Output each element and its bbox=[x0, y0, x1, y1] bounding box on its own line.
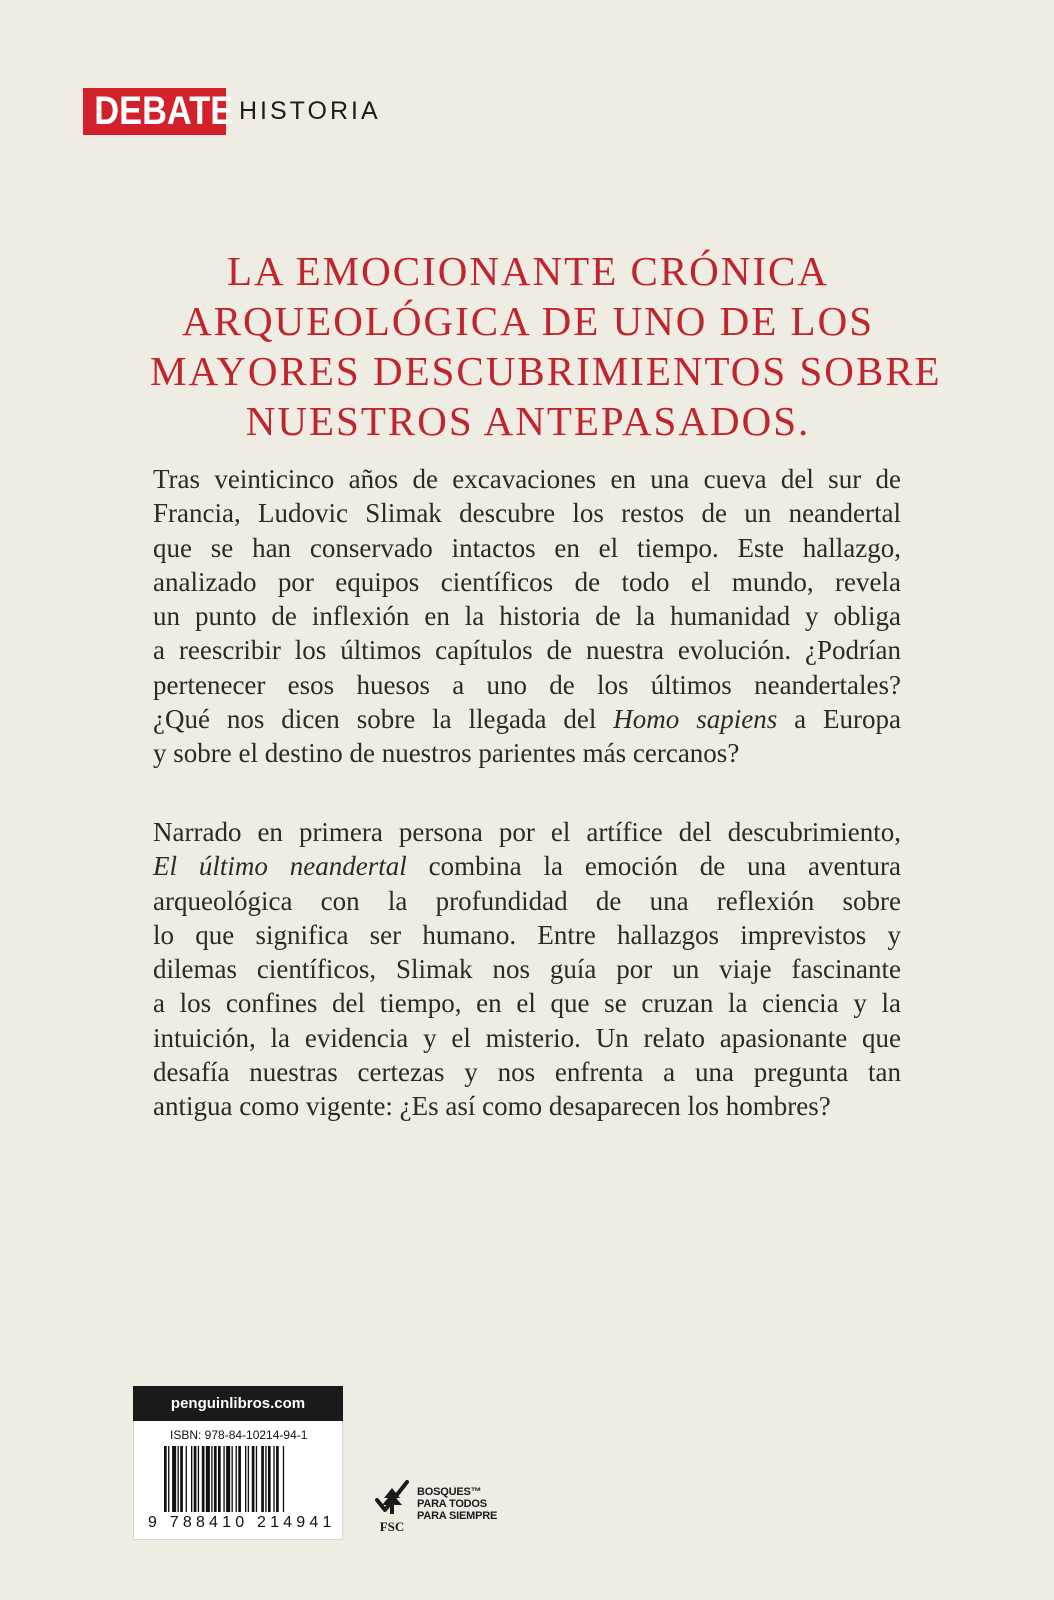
barcode-digits: 9 788410 214941 bbox=[148, 1514, 336, 1531]
species-name-italic: Homo sapiens bbox=[613, 704, 778, 735]
barcode-stripe bbox=[265, 1446, 266, 1512]
barcode-stripe bbox=[211, 1446, 212, 1512]
barcode-stripe bbox=[186, 1446, 187, 1512]
text-line: a los confines del tiempo, en el que se cruzan la ciencia y la bbox=[153, 988, 901, 1019]
debate-logo-text: DEBATE bbox=[94, 89, 234, 133]
barcode-stripe bbox=[172, 1446, 176, 1512]
text-segment: combina la emoción de una aventura bbox=[406, 851, 901, 882]
synopsis-paragraph-2 bbox=[153, 815, 901, 1124]
headline-line: ARQUEOLÓGICA DE UNO DE LOS bbox=[181, 298, 875, 344]
text-segment: ¿Qué nos dicen sobre la llegada del bbox=[153, 704, 614, 735]
barcode-stripe bbox=[180, 1446, 183, 1512]
text-line: arqueológica con la profundidad de una reflexión sobre bbox=[153, 885, 901, 916]
barcode-stripe bbox=[283, 1446, 284, 1512]
barcode-stripe bbox=[223, 1446, 224, 1512]
barcode-stripe bbox=[232, 1446, 233, 1512]
text-line: Tras veinticinco años de excavaciones en una cueva del sur de bbox=[153, 464, 901, 494]
isbn-label: ISBN: 978-84-10214-94-1 bbox=[170, 1428, 308, 1442]
barcode-stripe bbox=[273, 1446, 274, 1512]
barcode-stripe bbox=[268, 1446, 271, 1512]
fsc-tagline-line: PARA SIEMPRE bbox=[417, 1510, 498, 1522]
text-line: Francia, Ludovic Slimak descubre los restos de un neandertal bbox=[153, 498, 901, 529]
barcode-stripe bbox=[191, 1446, 192, 1512]
text-line: dilemas científicos, Slimak nos guía por un viaje fascinante bbox=[153, 954, 901, 985]
barcode-stripe bbox=[276, 1446, 279, 1512]
barcode-stripe bbox=[245, 1446, 246, 1512]
fsc-tree-check-icon bbox=[371, 1478, 413, 1518]
barcode-stripe bbox=[168, 1446, 169, 1512]
text-line: y sobre el destino de nuestros parientes más cercanos? bbox=[153, 738, 740, 769]
barcode-stripe bbox=[236, 1446, 237, 1512]
headline-line: LA EMOCIONANTE CRÓNICA bbox=[226, 248, 830, 294]
text-line: desafía nuestras certezas y nos enfrenta a una pregunta tan bbox=[153, 1057, 901, 1088]
text-line: que se han conservado intactos en el tiempo. Este hallazgo, bbox=[153, 532, 901, 563]
text-line bbox=[153, 849, 901, 883]
text-line: analizado por equipos científicos de todo el mundo, revela bbox=[153, 566, 901, 597]
barcode-stripe bbox=[248, 1446, 249, 1512]
barcode-stripe bbox=[261, 1446, 264, 1512]
barcode-stripe bbox=[178, 1446, 179, 1512]
book-title-italic: El último neandertal bbox=[153, 851, 407, 882]
fsc-tagline bbox=[417, 1486, 497, 1522]
barcode-stripe bbox=[198, 1446, 199, 1512]
barcode-stripe bbox=[252, 1446, 255, 1512]
barcode-stripe bbox=[206, 1446, 210, 1512]
barcode-stripe bbox=[238, 1446, 241, 1512]
text-line: intuición, la evidencia y el misterio. Un relato apasionante que bbox=[153, 1022, 901, 1053]
text-line: antigua como vigente: ¿Es así como desaparecen los hombres? bbox=[153, 1091, 831, 1122]
barcode-stripe bbox=[214, 1446, 217, 1512]
fsc-certification bbox=[369, 1478, 497, 1535]
synopsis-paragraph-1 bbox=[153, 462, 901, 771]
series-label: HISTORIA bbox=[239, 97, 381, 125]
barcode-stripe bbox=[226, 1446, 230, 1512]
text-segment: a Europa bbox=[777, 704, 902, 735]
isbn-block bbox=[133, 1386, 343, 1540]
publisher-brand bbox=[83, 88, 381, 135]
barcode-stripe bbox=[218, 1446, 221, 1512]
text-line: Narrado en primera persona por el artífice del descubrimiento, bbox=[153, 817, 901, 847]
headline-line: NUESTROS ANTEPASADOS. bbox=[245, 398, 811, 444]
text-line: un punto de inflexión en la historia de la humanidad y obliga bbox=[153, 601, 901, 632]
barcode-stripe bbox=[202, 1446, 205, 1512]
barcode-box bbox=[133, 1421, 343, 1540]
fsc-tagline-line: BOSQUES™ bbox=[417, 1486, 482, 1498]
fsc-label: FSC bbox=[379, 1519, 405, 1534]
headline bbox=[150, 246, 942, 446]
barcode-icon bbox=[164, 1446, 324, 1516]
text-line bbox=[153, 702, 901, 736]
fsc-tagline-line: PARA TODOS bbox=[417, 1498, 487, 1510]
text-line: a reescribir los últimos capítulos de nuestra evolución. ¿Podrían bbox=[153, 635, 901, 666]
barcode-stripe bbox=[256, 1446, 257, 1512]
barcode-stripe bbox=[194, 1446, 197, 1512]
text-line: pertenecer esos huesos a uno de los últimos neandertales? bbox=[153, 669, 901, 700]
debate-logo bbox=[83, 88, 234, 135]
barcode-stripe bbox=[164, 1446, 167, 1512]
website-label: penguinlibros.com bbox=[133, 1386, 343, 1421]
headline-line: MAYORES DESCUBRIMIENTOS SOBRE bbox=[150, 348, 942, 394]
fsc-logo bbox=[369, 1478, 415, 1535]
text-line: lo que significa ser humano. Entre hallazgos imprevistos y bbox=[153, 919, 901, 950]
